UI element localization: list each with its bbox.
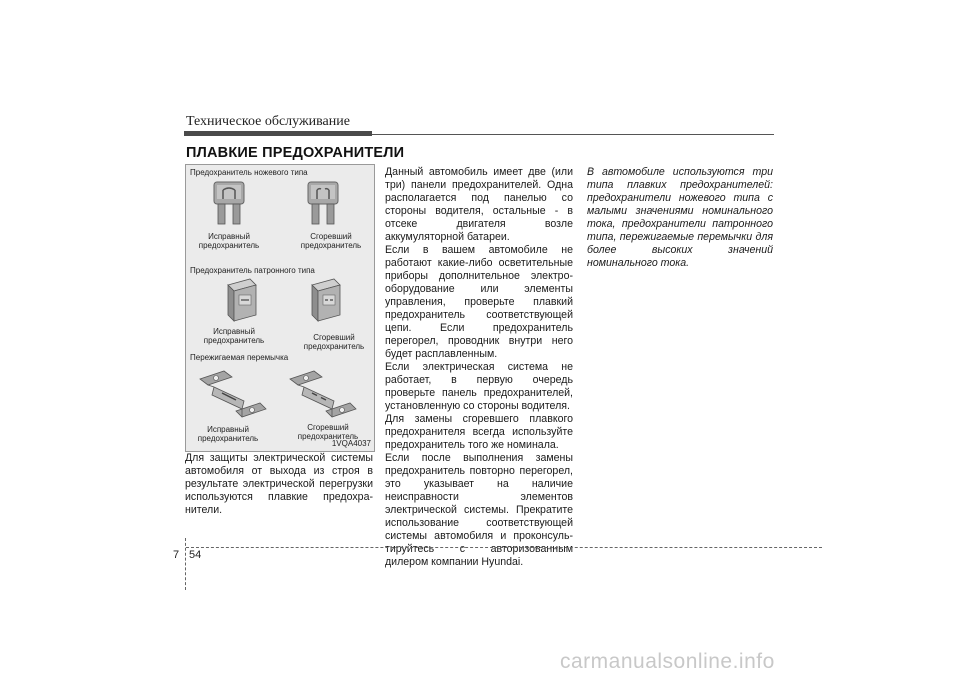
- fuse-types-note: В автомобиле используются три типа плавких предохранителей: предохранители ножевого типа с малыми значениями номинального тока, предохранители патронного типа, пережигаемые перемычки для более высоких значений номинального тока.: [587, 166, 773, 269]
- cartridge-fuse-blown-image: [308, 277, 342, 323]
- chapter-number: 7: [173, 549, 180, 561]
- watermark: carmanualsonline.info: [560, 650, 775, 673]
- paragraph-driver-panel: Если электрическая система не работает, в первую очередь проверьте панель предохранителей, установленную со стороны водителя.: [385, 361, 573, 412]
- fuse-illustration: [185, 164, 375, 452]
- cartridge-fuse-good-image: [224, 277, 258, 323]
- main-text-column: [385, 166, 573, 569]
- blade-fuse-blown-label: Сгоревший предохранитель: [300, 232, 362, 250]
- fusible-link-good-label: Исправный предохранитель: [197, 425, 259, 443]
- blade-fuse-good-image: [212, 180, 246, 226]
- fusible-link-good-image: [194, 367, 270, 425]
- fusible-link-blown-label: Сгоревший предохранитель: [297, 423, 359, 441]
- footer-rule: [186, 547, 822, 548]
- intro-paragraph: Для защиты электрической системы автомобиля от выхода из строя в результате электрической перегрузки используются плавкие предохра-нители.: [185, 452, 373, 516]
- cartridge-fuse-good-label: Исправный предохранитель: [203, 327, 265, 345]
- footer-divider: [185, 538, 186, 590]
- page-heading: ПЛАВКИЕ ПРЕДОХРАНИТЕЛИ: [186, 145, 405, 161]
- figure-code: 1VQA4037: [331, 439, 371, 448]
- blade-fuse-title: Предохранитель ножевого типа: [190, 168, 308, 177]
- fusible-link-title: Пережигаемая перемычка: [190, 353, 289, 362]
- header-rule-accent: [184, 131, 372, 136]
- cartridge-fuse-title: Предохранитель патронного типа: [190, 266, 315, 275]
- fusible-link-blown-image: [284, 367, 360, 425]
- paragraph-replace-rating: Для замены сгоревшего плавкого предохранителя всегда используйте предохранитель того же номинала.: [385, 413, 573, 451]
- paragraph-repeated-blow: Если после выполнения замены предохранитель повторно перегорел, это указывает на наличие неисправности элементов электрической системы. Прекратите использование соответствующей системы автомобиля и проконсуль-тируйтесь с авторизованным дилером компании Hyundai.: [385, 452, 573, 568]
- paragraph-check-fuse: Если в вашем автомобиле не работают какие-либо осветительные приборы дополнительное электро-оборудование или элементы управления, проверьте плавкий предохранитель соответствующей цепи. Если предохранитель перегорел, проводник внутри него будет расплавленным.: [385, 244, 573, 360]
- blade-fuse-blown-image: [306, 180, 340, 226]
- blade-fuse-good-label: Исправный предохранитель: [198, 232, 260, 250]
- page-number: 54: [189, 549, 202, 561]
- cartridge-fuse-blown-label: Сгоревший предохранитель: [303, 333, 365, 351]
- paragraph-fuse-panels: Данный автомобиль имеет две (или три) панели предохранителей. Одна располагается под панелью со стороны водителя, остальные - в отсеке двигателя возле аккумуляторной батареи.: [385, 166, 573, 243]
- section-title: Техническое обслуживание: [186, 114, 350, 129]
